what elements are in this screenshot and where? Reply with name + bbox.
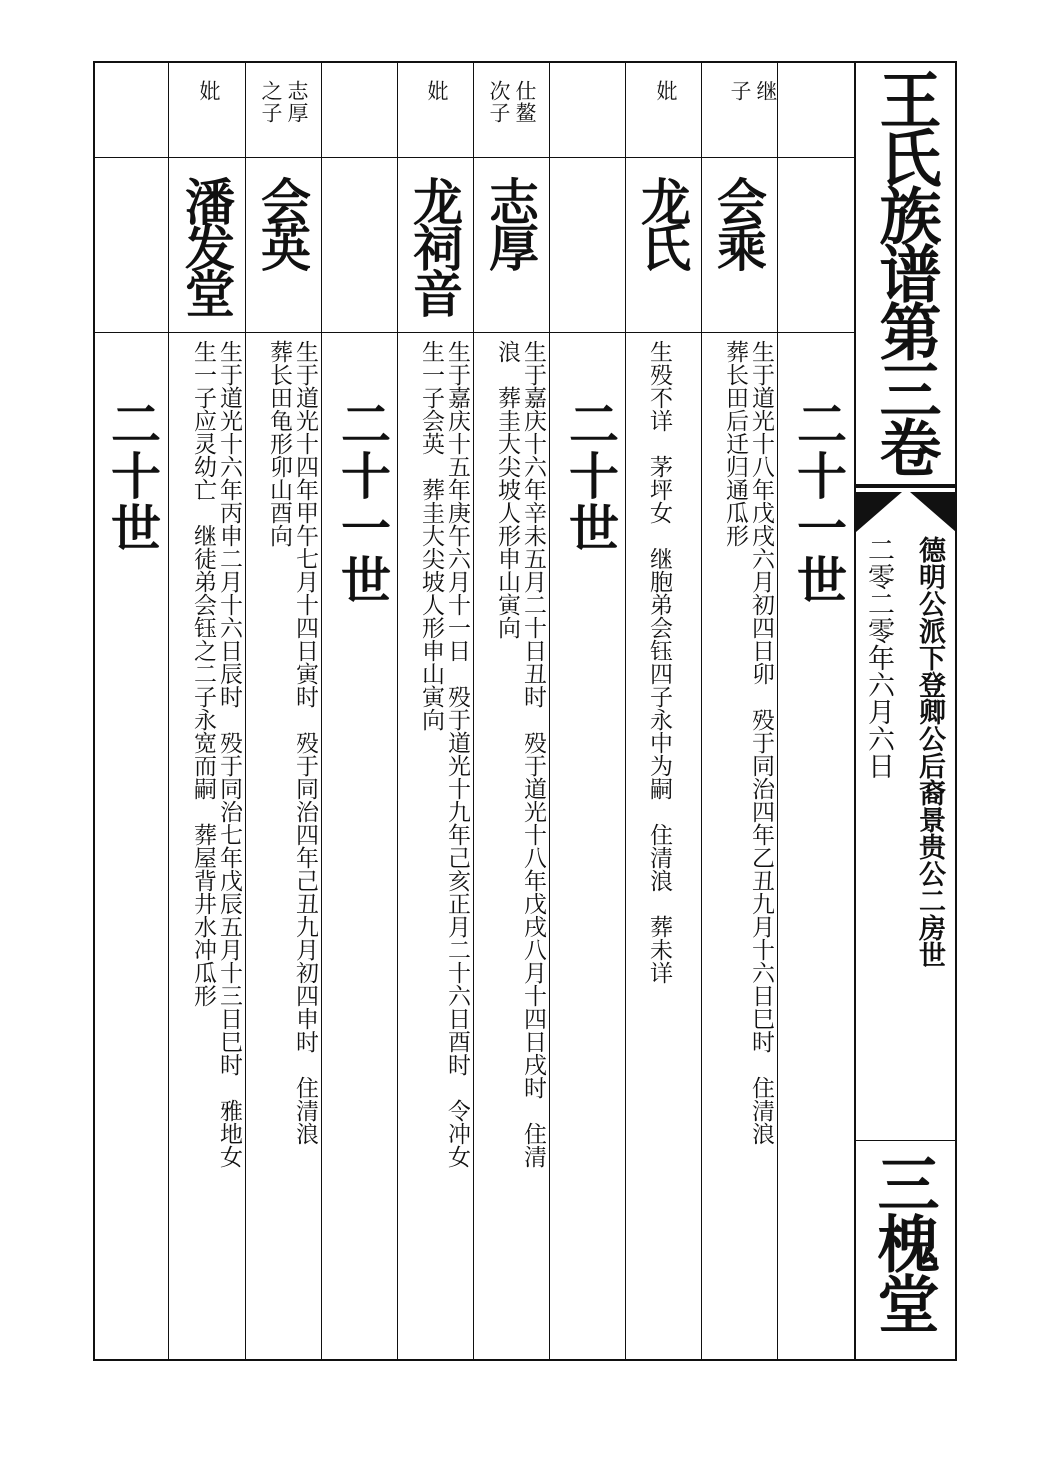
hall-name: 三槐堂 <box>867 1152 940 1332</box>
column-divider <box>777 61 778 1361</box>
entry-biography: 生殁不详 茅坪女 继胞弟会钰四子永中为嗣 住清浪 葬未详 <box>646 340 672 984</box>
row-divider <box>93 332 854 333</box>
banner-ornament <box>856 484 956 534</box>
entry-name: 龙祠音 <box>405 176 464 314</box>
entry-name: 潘发堂 <box>177 176 236 314</box>
title-column-divider <box>854 61 856 1361</box>
entry-biography: 生于道光十四年甲午七月十四日寅时 殁于同治四年己丑九月初四申时 住清浪 葬长田龟形卯山酉向 <box>266 340 318 1145</box>
entry-biography: 生于道光十六年丙申二月十六日辰时 殁于同治七年戊辰五月十三日巳时 雅地女 生一子应灵幼亡 继徒弟会钰之二子永宽而嗣 葬屋背井水冲瓜形 <box>190 340 242 1168</box>
entry-relation: 仕鳌 次子 <box>487 80 537 124</box>
entry-name: 会英 <box>253 176 312 268</box>
generation-label: 二十世 <box>561 398 620 554</box>
generation-label: 二十世 <box>103 398 162 554</box>
column-divider <box>168 61 169 1361</box>
column-divider <box>625 61 626 1361</box>
entry-biography: 生于嘉庆十六年辛未五月二十日丑时 殁于道光十八年戊戌八月十四日戌时 住清 浪 葬圭大尖坡人形申山寅向 <box>494 340 546 1168</box>
entry-name: 会乘 <box>709 176 768 268</box>
book-title: 王氏族谱第三卷 <box>869 68 942 474</box>
entry-name: 龙氏 <box>633 176 692 268</box>
entry-relation: 妣 <box>197 80 221 102</box>
column-divider <box>473 61 474 1361</box>
column-divider <box>397 61 398 1361</box>
entry-biography: 生于嘉庆十五年庚午六月十一日 殁于道光十九年己亥正月二十六日酉时 令冲女 生一子会英 葬圭大尖坡人形申山寅向 <box>418 340 470 1168</box>
hall-divider <box>855 1140 956 1141</box>
column-divider <box>549 61 550 1361</box>
row-divider <box>93 157 854 158</box>
entry-relation: 妣 <box>654 80 678 102</box>
entry-relation: 志厚 之子 <box>259 80 309 124</box>
column-divider <box>245 61 246 1361</box>
column-divider <box>321 61 322 1361</box>
column-divider <box>701 61 702 1361</box>
entry-relation: 继 子 <box>728 80 778 102</box>
generation-label: 二十一世 <box>333 398 392 606</box>
generation-label: 二十一世 <box>789 398 848 606</box>
compile-date: 二零二零年六月六日 <box>863 536 894 779</box>
entry-name: 志厚 <box>481 176 540 268</box>
lineage-subtitle: 德明公派下登卿公后裔景贵公二房世 <box>914 536 945 968</box>
entry-biography: 生于道光十八年戊戌六月初四日卯 殁于同治四年乙丑九月十六日巳时 住清浪 葬长田后迁归通瓜形 <box>722 340 774 1145</box>
entry-relation: 妣 <box>425 80 449 102</box>
